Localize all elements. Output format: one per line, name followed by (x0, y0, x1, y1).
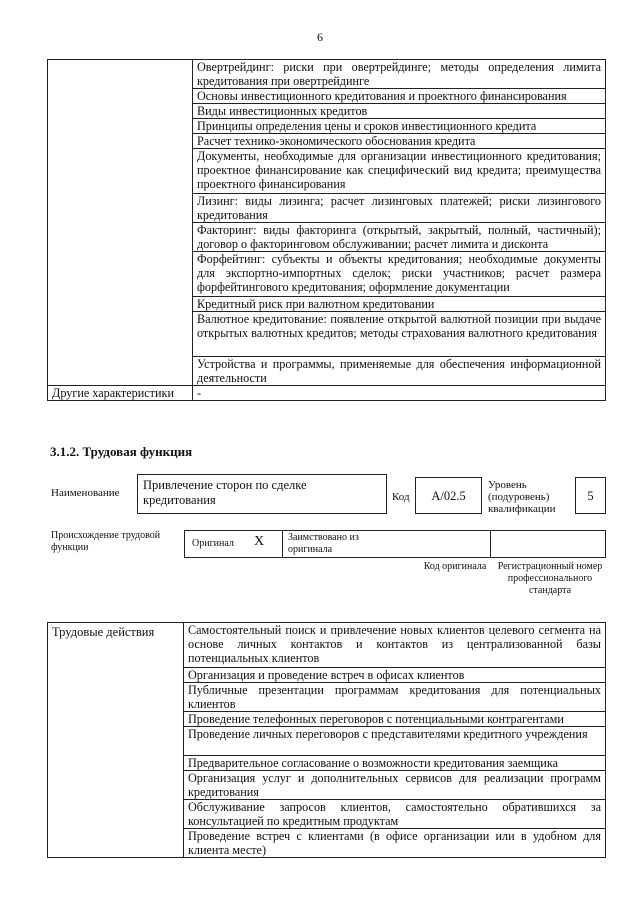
table-cell: Лизинг: виды лизинга; расчет лизинговых платежей; риски лизингового кредитования (193, 194, 606, 223)
table-cell: Предварительное согласование о возможности кредитования заемщика (184, 756, 606, 771)
table-cell: Устройства и программы, применяемые для обеспечения информационной деятельности (193, 357, 606, 386)
original-mark: X (254, 534, 265, 549)
table-cell: Валютное кредитование: появление открытой валютной позиции при выдаче открытых валютных кредитов; методы страхования валютного кредитования (193, 312, 606, 357)
borrowed-label: Заимствовано из оригинала (288, 532, 359, 555)
table-cell: Обслуживание запросов клиентов, самостоятельно обратившихся за консультацией по кредитным продуктам (184, 800, 606, 829)
table-cell: Самостоятельный поиск и привлечение новых клиентов целевого сегмента на основе личных контактов и контактов из централизованной базы потенциальных клиентов (184, 623, 606, 668)
other-characteristics-value: - (193, 386, 606, 401)
code-label: Код (392, 491, 410, 503)
section-title: 3.1.2. Трудовая функция (50, 444, 193, 459)
table-cell: Проведение личных переговоров с представителями кредитного учреждения (184, 727, 606, 756)
labor-actions-label: Трудовые действия (48, 623, 184, 858)
table-cell: Организация и проведение встреч в офисах клиентов (184, 668, 606, 683)
code-box: А/02.5 (415, 477, 482, 514)
divider (490, 530, 491, 558)
page-number: 6 (317, 30, 323, 44)
registration-number-caption: Регистрационный номер профессионального стандарта (497, 561, 603, 596)
knowledge-label-cell (48, 60, 193, 386)
table-cell: Проведение телефонных переговоров с потенциальными контрагентами (184, 712, 606, 727)
table-cell: Документы, необходимые для организации инвестиционного кредитования; проектное финансирование как специфический вид кредита; преимущества проектного финансирования (193, 149, 606, 194)
table-cell: Организация услуг и дополнительных сервисов для реализации программ кредитования (184, 771, 606, 800)
level-box: 5 (575, 477, 606, 514)
original-label: Оригинал (192, 538, 234, 549)
table-row (48, 60, 606, 89)
table-row (48, 386, 606, 401)
other-characteristics-label: Другие характеристики (48, 386, 193, 401)
table-cell: Проведение встреч с клиентами (в офисе организации или в удобном для клиента месте) (184, 829, 606, 858)
table-cell: Овертрейдинг: риски при овертрейдинге; методы определения лимита кредитования при овертрейдинге (193, 60, 606, 89)
origin-box (184, 530, 606, 558)
table-cell: Публичные презентации программам кредитования для потенциальных клиентов (184, 683, 606, 712)
table-cell: Факторинг: виды факторинга (открытый, закрытый, полный, частичный); договор о факторинговом обслуживании; расчет лимита и дисконта (193, 223, 606, 252)
knowledge-table (47, 59, 606, 401)
table-cell: Расчет технико-экономического обоснования кредита (193, 134, 606, 149)
table-row (48, 623, 606, 668)
code-original-caption: Код оригинала (423, 561, 487, 572)
table-cell: Виды инвестиционных кредитов (193, 104, 606, 119)
table-cell: Основы инвестиционного кредитования и проектного финансирования (193, 89, 606, 104)
name-label: Наименование (51, 487, 120, 499)
table-cell: Форфейтинг: субъекты и объекты кредитования; необходимые документы для экспортно-импортных сделок; риски участников; расчет размера форфейтингового кредитования; оформление документации (193, 252, 606, 297)
divider (282, 530, 283, 558)
table-cell: Кредитный риск при валютном кредитовании (193, 297, 606, 312)
labor-actions-table (47, 622, 606, 858)
level-label: Уровень (подуровень) квалификации (488, 479, 556, 515)
function-name-box: Привлечение сторон по сделке кредитования (137, 474, 387, 514)
origin-label: Происхождение трудовой функции (51, 530, 161, 553)
table-cell: Принципы определения цены и сроков инвестиционного кредита (193, 119, 606, 134)
